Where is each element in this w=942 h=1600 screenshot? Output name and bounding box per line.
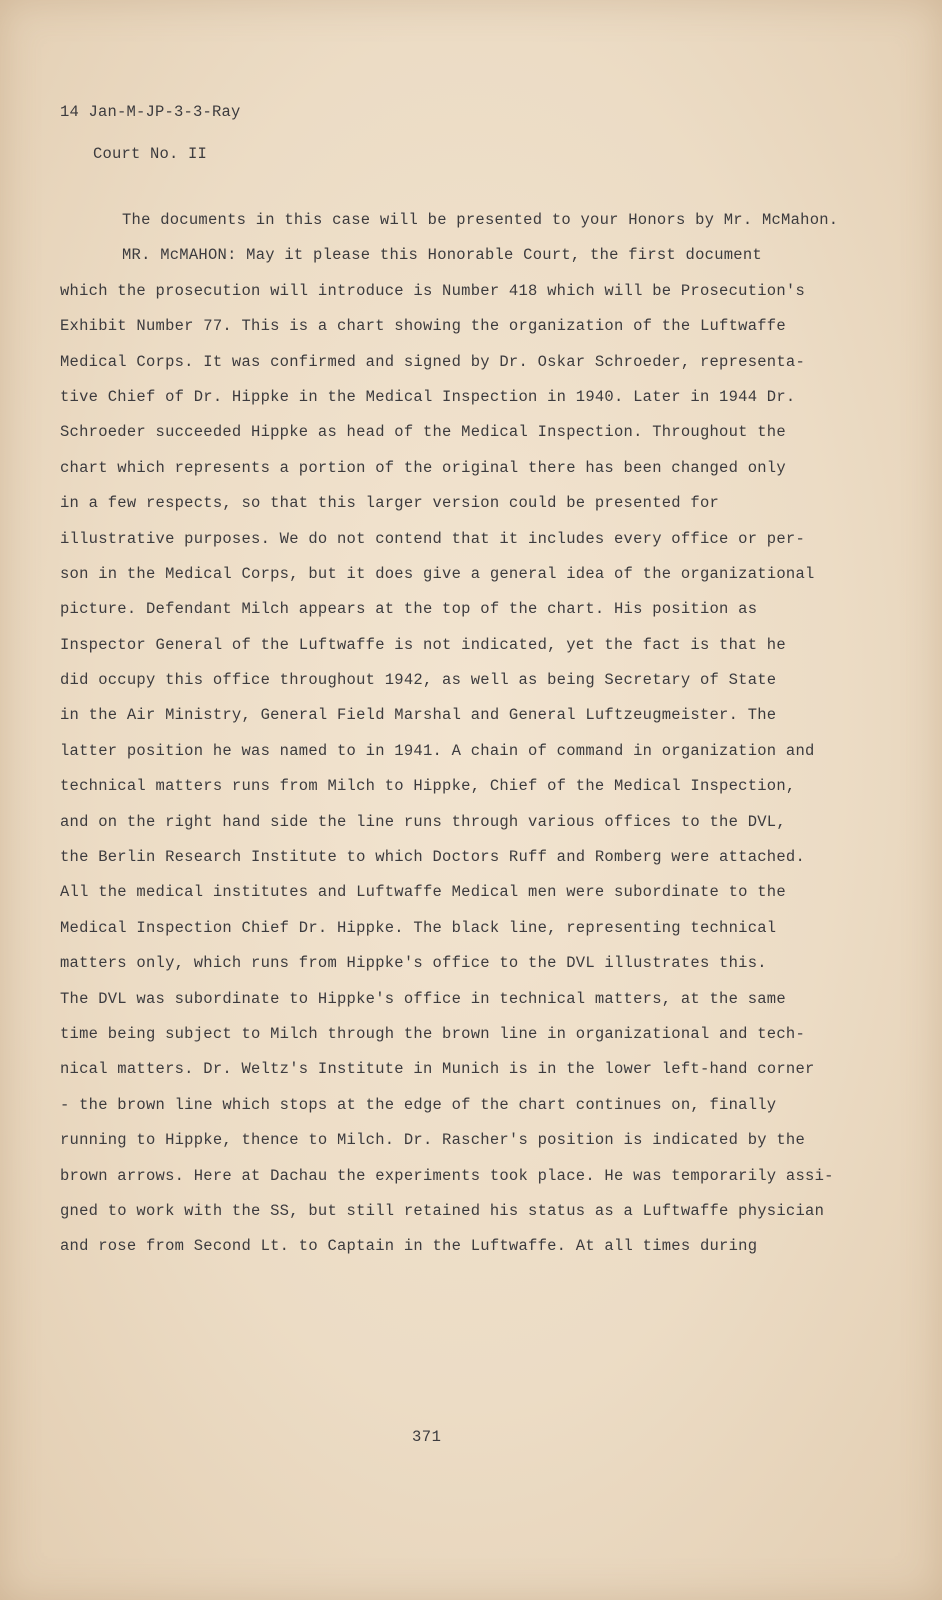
court-label: Court No. II: [93, 145, 208, 163]
text-line: which the prosecution will introduce is Number 418 which will be Prosecution's: [60, 281, 806, 300]
text-line: illustrative purposes. We do not contend that it includes every office or per-: [60, 529, 806, 548]
text-line: All the medical institutes and Luftwaffe Medical men were subordinate to the: [60, 883, 786, 902]
text-line: chart which represents a portion of the original there has been changed only: [60, 458, 786, 477]
text-line: The DVL was subordinate to Hippke's office in technical matters, at the same: [60, 989, 786, 1008]
text-line: the Berlin Research Institute to which Doctors Ruff and Romberg were attached.: [60, 848, 806, 867]
text-line: Inspector General of the Luftwaffe is not indicated, yet the fact is that he: [60, 635, 786, 654]
text-line: Schroeder succeeded Hippke as head of the Medical Inspection. Throughout the: [60, 423, 786, 442]
transcript-body: [60, 203, 875, 1265]
text-line: matters only, which runs from Hippke's office to the DVL illustrates this.: [60, 954, 767, 973]
text-line: son in the Medical Corps, but it does give a general idea of the organizational: [60, 564, 815, 583]
text-line: MR. McMAHON: May it please this Honorable Court, the first document: [122, 246, 762, 265]
text-line: and rose from Second Lt. to Captain in the Luftwaffe. At all times during: [60, 1237, 758, 1256]
text-line: Medical Corps. It was confirmed and signed by Dr. Oskar Schroeder, representa-: [60, 352, 806, 371]
page-number: 371: [412, 1428, 442, 1446]
text-line: did occupy this office throughout 1942, as well as being Secretary of State: [60, 671, 777, 690]
text-line: in a few respects, so that this larger version could be presented for: [60, 494, 720, 513]
text-line: picture. Defendant Milch appears at the top of the chart. His position as: [60, 600, 758, 619]
text-line: time being subject to Milch through the brown line in organizational and tech-: [60, 1024, 806, 1043]
document-code: 14 Jan-M-JP-3-3-Ray: [60, 103, 241, 121]
text-line: and on the right hand side the line runs through various offices to the DVL,: [60, 812, 786, 831]
text-line: technical matters runs from Milch to Hippke, Chief of the Medical Inspection,: [60, 777, 796, 796]
text-line: brown arrows. Here at Dachau the experiments took place. He was temporarily assi-: [60, 1166, 834, 1185]
text-line: gned to work with the SS, but still retained his status as a Luftwaffe physician: [60, 1201, 825, 1220]
text-line: nical matters. Dr. Weltz's Institute in Munich is in the lower left-hand corner: [60, 1060, 815, 1079]
text-line: in the Air Ministry, General Field Marshal and General Luftzeugmeister. The: [60, 706, 777, 725]
text-line: Exhibit Number 77. This is a chart showing the organization of the Luftwaffe: [60, 317, 786, 336]
text-line: Medical Inspection Chief Dr. Hippke. The black line, representing technical: [60, 918, 777, 937]
text-line: running to Hippke, thence to Milch. Dr. Rascher's position is indicated by the: [60, 1131, 806, 1150]
text-line: - the brown line which stops at the edge of the chart continues on, finally: [60, 1095, 777, 1114]
text-line: latter position he was named to in 1941. A chain of command in organization and: [60, 741, 815, 760]
text-line: The documents in this case will be presented to your Honors by Mr. McMahon.: [122, 211, 839, 229]
text-line: tive Chief of Dr. Hippke in the Medical Inspection in 1940. Later in 1944 Dr.: [60, 387, 796, 406]
